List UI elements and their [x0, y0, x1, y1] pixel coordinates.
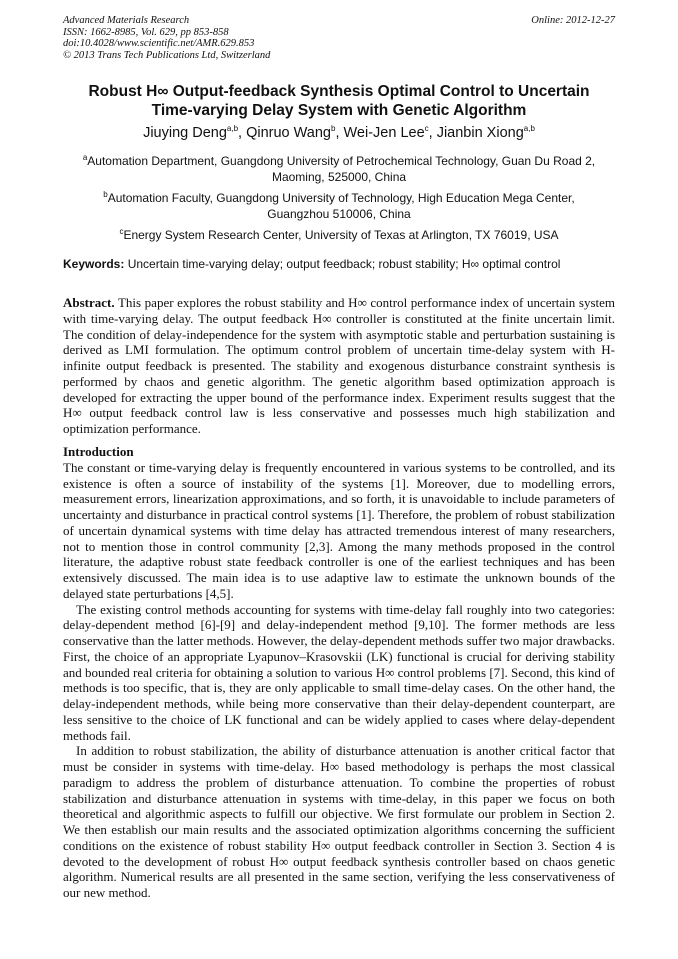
affiliation-a: $^a$Automation Department, Guangdong University of Petrochemical Technology, Guan Du Road 2, Maoming, 525000, China — [82, 153, 596, 184]
author: Jianbin Xiong$^{a,b}$ — [436, 124, 535, 141]
section-heading: Introduction — [63, 444, 134, 459]
author: Qinruo Wang$^b$, — [246, 124, 344, 141]
title-line-1: Robust H∞ Output-feedback Synthesis Optimal Control to Uncertain — [88, 83, 590, 100]
paragraph: The constant or time-varying delay is frequently encountered in various systems to be controlled, and its existence is often a source of instability of the systems [1]. Moreover, due to modelling errors, measurement errors, linearization approximations, and so forth, it is unavoidable to include parameters of uncertainty and disturbance in practical control systems [1]. Therefore, the problem of robust stabilization of uncertain dynamical systems with time delay has attracted tremendous interest of many researchers, not to mention those in control community [2,3]. Among the many methods proposed in the control literature, the adaptive robust state feedback controller is one of the earliest techniques and has been extensively discussed. The main idea is to use adaptive law to estimate the unknown bounds of the delayed state perturbations [4,5]. — [63, 459, 615, 601]
journal-name: Advanced Materials Research — [63, 15, 190, 26]
author: Jiuying Deng$^{a,b}$, — [143, 124, 247, 141]
paragraph: In addition to robust stabilization, the ability of disturbance attenuation is another critical factor that must be consider in systems with time-delay. H∞ based methodology is perhaps the most classical paradigm to address the problem of disturbance attenuation. To combine the properties of robust stabilization and disturbance attenuation in systems with time-delay, in this paper we focus on both theoretical and algorithmic aspects to fulfill our objective. We first formulate our problem in Section 2. We then establish our main results and the associated optimization algorithms concerning the sufficient conditions on the existence of robust stability H∞ output feedback controller in Section 3. Section 4 is devoted to the development of robust H∞ output feedback synthesis controller based on chaos genetic algorithm. Numerical results are all presented in the same section, verifying the less conservativeness of our new method. — [63, 743, 615, 900]
paragraph: The existing control methods accounting for systems with time-delay fall roughly into two categories: delay-dependent method [6]-[9] and delay-independent method [9,10]. The former methods are less conservative than the latter methods. However, the delay-dependent methods suffer two major drawbacks. First, the choice of an appropriate Lyapunov–Krasovskii (LK) functional is crucial for deriving stability and bounded real criteria for obtaining a solution to various H∞ control problems [7]. Second, this kind of methods is too specific, that is, they are only applicable to small time-delay cases. On the other hand, the delay-independent methods, while being more conservative than their delay-dependent counterpart, are less sensitive to the choice of LK functional and can be widely applied to cases where delay-dependent methods fail. — [63, 601, 615, 743]
journal-header — [63, 15, 615, 61]
introduction-section — [63, 444, 615, 901]
paper-title — [40, 82, 638, 120]
abstract: Abstract. This paper explores the robust stability and H∞ control performance index of uncertain system with time-varying delay. The output feedback H∞ controller is constituted at the finite uncertain limit. The condition of delay-independence for the system with asymptotic stable and perturbation sustaining is derived as LMI formulation. The optimum control problem of uncertain time-delay system with H-infinite output feedback is presented. The stability and exogenous disturbance constraint synthesis is performed by chaos and genetic algorithm. The genetic algorithm based optimization approach is developed for extracting the upper bound of the performance index. Experiment results suggest that the H∞ output feedback control law is less conservative and possesses much high stabilization and optimization performance. — [63, 295, 615, 436]
affiliation-b: $^b$Automation Faculty, Guangdong University of Technology, High Education Mega Center, Guangzhou 510006, China — [103, 190, 575, 221]
issn: ISSN: 1662-8985, Vol. 629, pp 853-858 — [63, 26, 229, 38]
keywords: Keywords: Uncertain time-varying delay; output feedback; robust stability; H∞ optimal control — [63, 257, 561, 271]
author: Wei-Jen Lee$^c$, — [343, 124, 437, 141]
title-line-2: Time-varying Delay System with Genetic Algorithm — [151, 102, 527, 119]
doi: doi:10.4028/www.scientific.net/AMR.629.853 — [63, 38, 255, 49]
affiliation-c: $^c$Energy System Research Center, University of Texas at Arlington, TX 76019, USA — [119, 227, 559, 242]
copyright: © 2013 Trans Tech Publications Ltd, Switzerland — [63, 49, 271, 61]
online-date: Online: 2012-12-27 — [531, 15, 615, 26]
author-list — [40, 124, 638, 141]
